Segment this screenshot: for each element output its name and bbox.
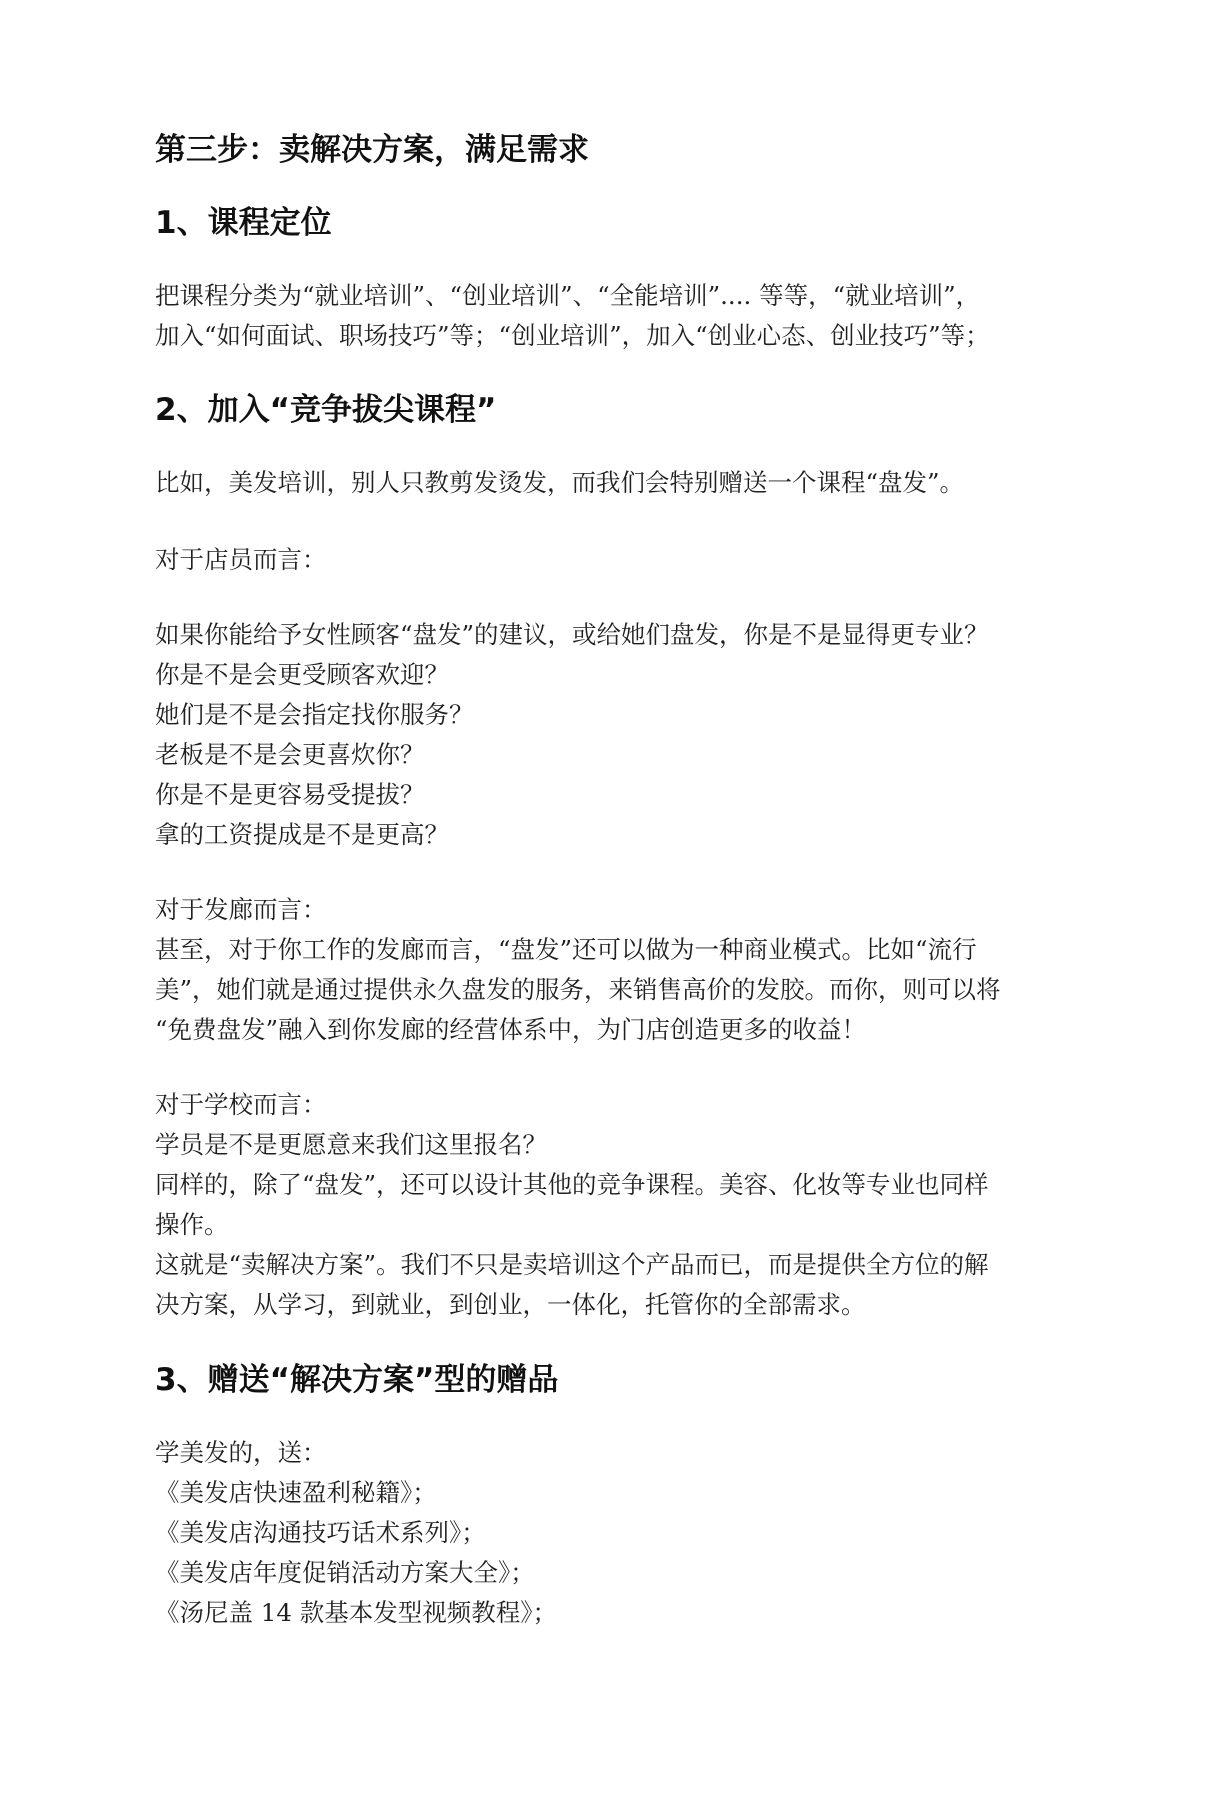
paragraph-line: 对于发廊而言： [155, 895, 327, 924]
paragraph-line: 对于学校而言： [155, 1090, 327, 1119]
gift-list [155, 1433, 1095, 1633]
list-item: 《美发店沟通技巧话术系列》； [155, 1518, 486, 1547]
list-item: 《美发店快速盈利秘籍》； [155, 1478, 437, 1507]
section2-intro [155, 463, 1095, 503]
paragraph-line: 加入“如何面试、职场技巧”等；“创业培训”，加入“创业心态、创业技巧”等； [155, 321, 990, 350]
paragraph-line: 同样的，除了“盘发”，还可以设计其他的竞争课程。美容、化妆等专业也同样 [155, 1170, 989, 1199]
list-item: 《汤尼盖 14 款基本发型视频教程》； [155, 1598, 557, 1627]
paragraph-line: 决方案，从学习，到就业，到创业，一体化，托管你的全部需求。 [155, 1290, 866, 1319]
step-title: 第三步：卖解决方案，满足需求 [155, 132, 589, 168]
paragraph-line: 如果你能给予女性顾客“盘发”的建议，或给她们盘发，你是不是显得更专业？ [155, 620, 989, 649]
paragraph-line: “免费盘发”融入到你发廊的经营体系中，为门店创造更多的收益！ [155, 1015, 867, 1044]
paragraph-line: 老板是不是会更喜炊你？ [155, 740, 425, 769]
section1-body [155, 276, 1095, 356]
staff-label [155, 540, 1095, 580]
staff-questions [155, 615, 1095, 855]
paragraph-line: 她们是不是会指定找你服务？ [155, 700, 474, 729]
section2-heading: 2、加入“竞争拔尖课程” [155, 392, 497, 428]
paragraph-line: 拿的工资提成是不是更高？ [155, 820, 449, 849]
list-item: 《美发店年度促销活动方案大全》； [155, 1558, 535, 1587]
school-paragraph [155, 1085, 1095, 1325]
salon-paragraph [155, 890, 1095, 1050]
paragraph-line: 美”，她们就是通过提供永久盘发的服务，来销售高价的发胶。而你，则可以将 [155, 975, 1001, 1004]
paragraph-line: 这就是“卖解决方案”。我们不只是卖培训这个产品而已，而是提供全方位的解 [155, 1250, 989, 1279]
paragraph-line: 学员是不是更愿意来我们这里报名？ [155, 1130, 547, 1159]
paragraph-line: 比如，美发培训，别人只教剪发烫发，而我们会特别赠送一个课程“盘发”。 [155, 468, 965, 497]
section1-heading: 1、课程定位 [155, 205, 332, 241]
list-item: 学美发的，送： [155, 1438, 327, 1467]
paragraph-line: 对于店员而言： [155, 545, 327, 574]
paragraph-line: 甚至，对于你工作的发廊而言，“盘发”还可以做为一种商业模式。比如“流行 [155, 935, 977, 964]
paragraph-line: 把课程分类为“就业培训”、“创业培训”、“全能培训”.... 等等，“就业培训”， [155, 281, 981, 310]
paragraph-line: 你是不是会更受顾客欢迎？ [155, 660, 449, 689]
section3-heading: 3、赠送“解决方案”型的赠品 [155, 1362, 559, 1398]
paragraph-line: 你是不是更容易受提拔？ [155, 780, 425, 809]
paragraph-line: 操作。 [155, 1210, 229, 1239]
